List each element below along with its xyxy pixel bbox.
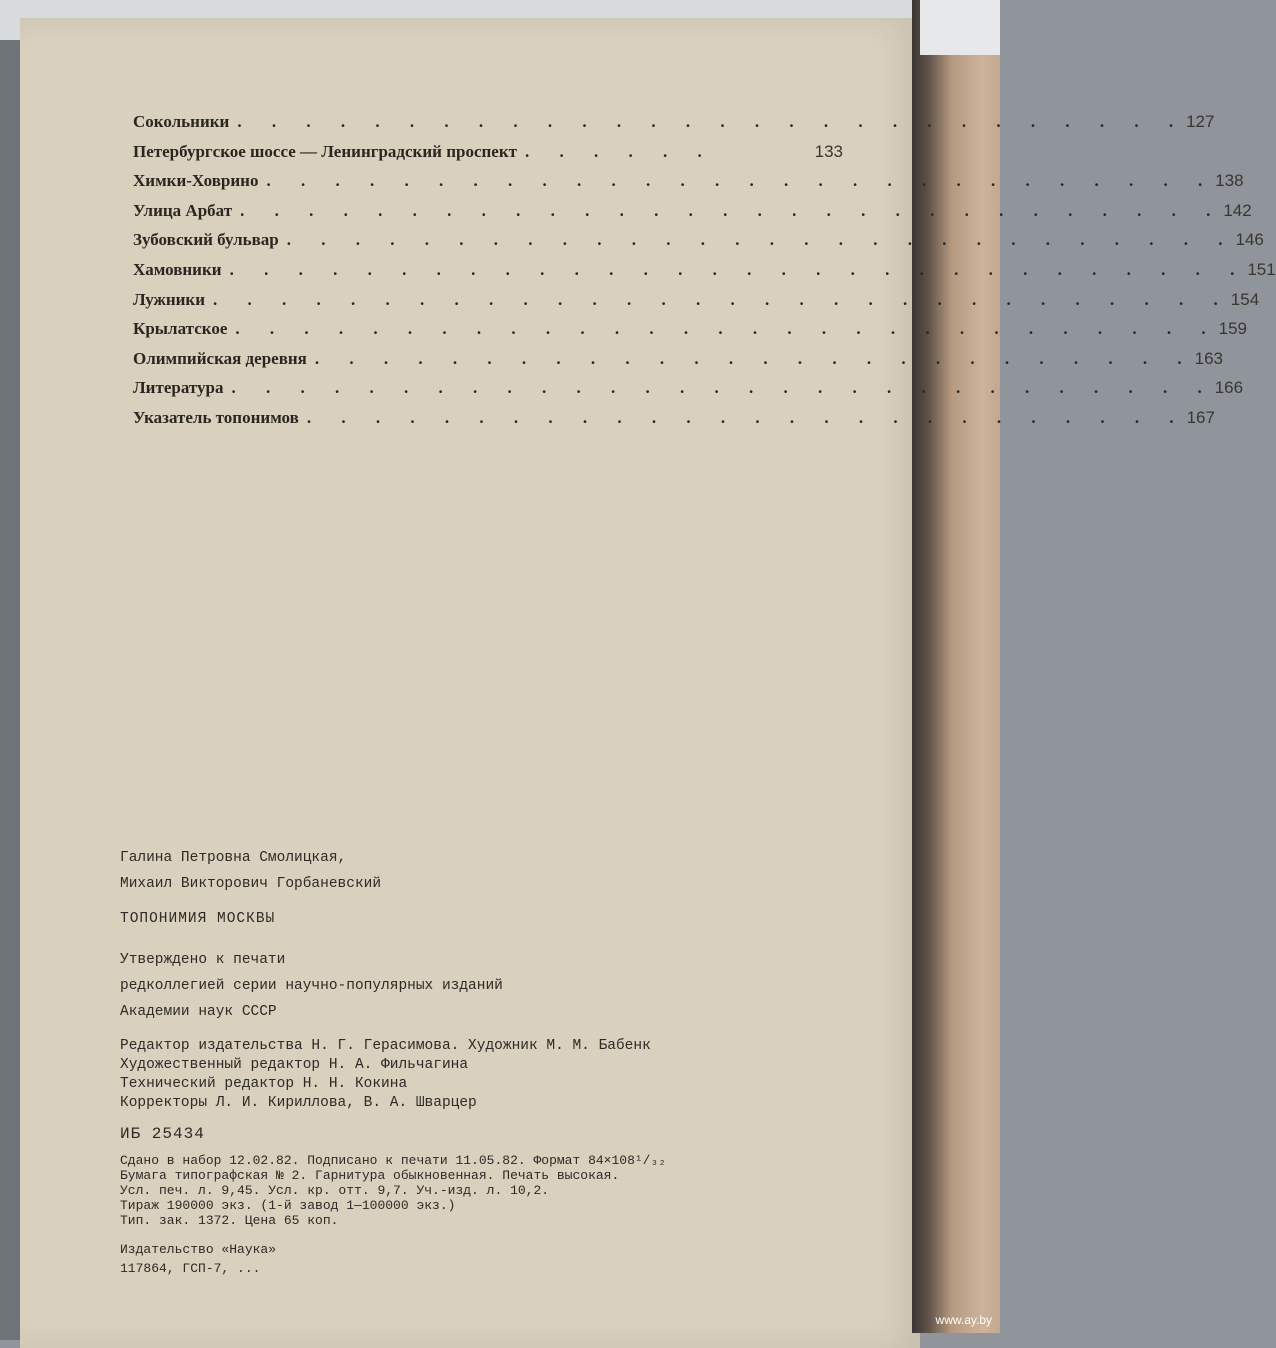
toc-leader-dots: . . . . . . . . . . . . . . . . . . . . . . . . . . . . .	[240, 200, 1224, 220]
approval-line: редколлегией серии научно-популярных изданий	[120, 978, 503, 994]
toc-page-number: 166	[1214, 378, 1244, 398]
author-name: Михаил Викторович Горбаневский	[120, 876, 382, 892]
toc-leader-dots: . . . . . . . . . . . . . . . . . . . . . . . . . . . .	[237, 112, 1187, 131]
toc-entry	[133, 378, 1244, 408]
printing-line: Сдано в набор 12.02.82. Подписано к печати 11.05.82. Формат 84×108¹/₃₂	[120, 1153, 667, 1168]
toc-leader-dots: . . . . . . . . . . . . . . . . . . . . . . . . . . . . . .	[213, 289, 1231, 309]
toc-entry	[133, 112, 1215, 142]
publisher-line: 117864, ГСП-7, ...	[120, 1261, 261, 1276]
book-title: ТОПОНИМИЯ МОСКВЫ	[120, 911, 276, 927]
toc-page-number: 167	[1186, 407, 1215, 427]
toc-page-number: 133	[814, 141, 843, 161]
toc-page-number: 142	[1223, 200, 1252, 220]
editorial-credits	[120, 1037, 880, 1113]
toc-entry-title: Олимпийская деревня	[133, 348, 307, 368]
toc-entry-title: Указатель топонимов	[133, 407, 299, 427]
toc-leader-dots: . . . . . . . . . . . . . . . . . . . . . . . . . . . . . .	[229, 259, 1248, 279]
toc-leader-dots: . . . . . . . . . . . . . . . . . . . . . . . . . . . .	[266, 171, 1216, 191]
toc-page-number: 146	[1235, 230, 1264, 250]
publisher-info	[120, 1240, 880, 1278]
toc-page-number: 159	[1218, 319, 1247, 339]
toc-page-number: 154	[1230, 289, 1260, 309]
toc-entry-title: Лужники	[133, 289, 206, 309]
toc-entry-title: Петербургское шоссе — Ленинградский проспект	[133, 141, 517, 161]
toc-entry	[133, 259, 1276, 290]
toc-entry	[133, 319, 1247, 349]
toc-entry	[133, 171, 1244, 201]
toc-entry-title: Хамовники	[133, 259, 222, 279]
toc-entry-title: Литература	[133, 378, 224, 398]
credit-line: Технический редактор Н. Н. Кокина	[120, 1076, 408, 1092]
toc-entry	[133, 407, 1215, 438]
background-corner	[920, 0, 1000, 55]
toc-entry	[133, 348, 1223, 379]
ib-number: ИБ 25434	[120, 1125, 205, 1143]
toc-leader-dots: . . . . . . . . . . . . . . . . . . . . . . . . . .	[314, 348, 1195, 368]
toc-entry	[133, 142, 843, 172]
printing-details	[120, 1153, 880, 1228]
approval-note	[120, 947, 880, 1025]
toc-entry	[133, 289, 1260, 320]
toc-entry	[133, 200, 1252, 231]
printing-line: Тип. зак. 1372. Цена 65 коп.	[120, 1213, 339, 1228]
table-of-contents	[133, 112, 1276, 438]
credit-line: Корректоры Л. И. Кириллова, В. А. Шварцер	[120, 1095, 477, 1111]
toc-page-number: 163	[1194, 348, 1223, 368]
approval-line: Академии наук СССР	[120, 1004, 277, 1020]
page-stack-edge	[0, 40, 22, 1340]
publisher-line: Издательство «Наука»	[120, 1242, 277, 1257]
watermark: www.ay.by	[935, 1313, 992, 1327]
author-name: Галина Петровна Смолицкая,	[120, 850, 347, 866]
toc-entry-title: Зубовский бульвар	[133, 230, 279, 250]
printing-line: Бумага типографская № 2. Гарнитура обыкновенная. Печать высокая.	[120, 1168, 620, 1183]
authors	[120, 845, 880, 897]
credit-line: Редактор издательства Н. Г. Герасимова. Художник М. М. Бабенк	[120, 1038, 651, 1054]
toc-leader-dots: . . . . . .	[524, 141, 715, 161]
toc-page-number: 151	[1247, 259, 1276, 279]
printing-line: Усл. печ. л. 9,45. Усл. кр. отт. 9,7. Уч.-изд. л. 10,2.	[120, 1183, 550, 1198]
toc-leader-dots: . . . . . . . . . . . . . . . . . . . . . . . . . . . . .	[235, 319, 1219, 339]
imprint-block	[120, 845, 880, 1278]
toc-leader-dots: . . . . . . . . . . . . . . . . . . . . . . . . . . . . .	[231, 378, 1215, 398]
toc-entry-title: Сокольники	[133, 112, 230, 131]
toc-entry-title: Химки-Ховрино	[133, 171, 259, 191]
toc-page-number: 138	[1215, 171, 1244, 191]
toc-page-number: 127	[1186, 112, 1215, 131]
toc-entry-title: Улица Арбат	[133, 200, 233, 220]
toc-leader-dots: . . . . . . . . . . . . . . . . . . . . . . . . . . . .	[286, 230, 1236, 250]
printing-line: Тираж 190000 экз. (1-й завод 1—100000 экз.)	[120, 1198, 456, 1213]
toc-leader-dots: . . . . . . . . . . . . . . . . . . . . . . . . . .	[306, 407, 1187, 427]
toc-entry-title: Крылатское	[133, 319, 228, 339]
credit-line: Художественный редактор Н. А. Фильчагина	[120, 1057, 469, 1073]
approval-line: Утверждено к печати	[120, 952, 286, 968]
toc-entry	[133, 230, 1264, 260]
